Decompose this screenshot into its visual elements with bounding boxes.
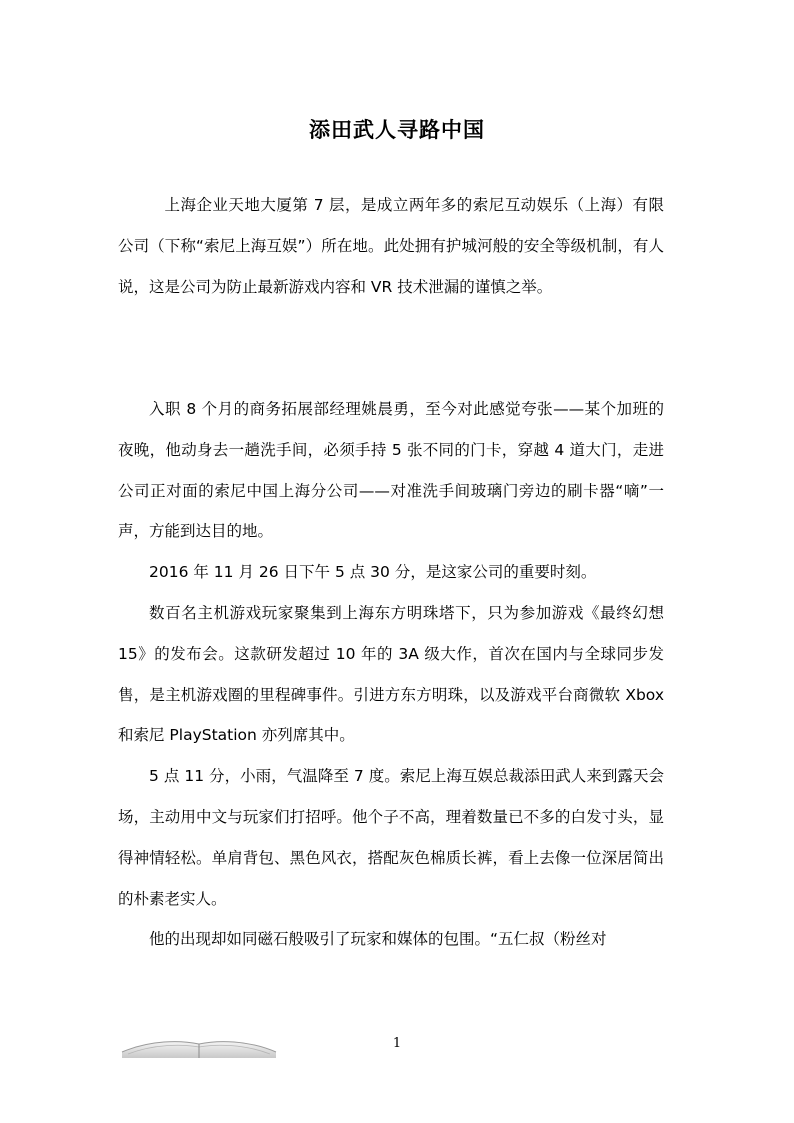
article-paragraph: 上海企业天地大厦第 7 层，是成立两年多的索尼互动娱乐（上海）有限公司（下称“索尼上海互娱”）所在地。此处拥有护城河般的安全等级机制，有人说，这是公司为防止最新游戏内容和 VR 技术泄漏的谨慎之举。 xyxy=(118,196,664,296)
article-paragraph: 数百名主机游戏玩家聚集到上海东方明珠塔下，只为参加游戏《最终幻想 15》的发布会。这款研发超过 10 年的 3A 级大作，首次在国内与全球同步发售，是主机游戏圈的里程碑事件。引进方东方明珠，以及游戏平台商微软 Xbox 和索尼 PlayStation 亦列席其中。 xyxy=(118,603,664,745)
article-paragraph: 5 点 11 分，小雨，气温降至 7 度。索尼上海互娱总裁添田武人来到露天会场，主动用中文与玩家们打招呼。他个子不高，理着数量已不多的白发寸头，显得神情轻松。单肩背包、黑色风衣，搭配灰色棉质长裤，看上去像一位深居简出的朴素老实人。 xyxy=(118,767,664,908)
article-paragraph: 入职 8 个月的商务拓展部经理姚晨勇，至今对此感觉夸张——某个加班的夜晚，他动身去一趟洗手间，必须手持 5 张不同的门卡，穿越 4 道大门，走进公司正对面的索尼中国上海分公司——对准洗手间玻璃门旁边的刷卡器“嘀”一声，方能到达目的地。 xyxy=(118,399,664,541)
article-body xyxy=(118,185,664,960)
article-paragraph: 他的出现却如同磁石般吸引了玩家和媒体的包围。“五仁叔（粉丝对 xyxy=(149,930,607,949)
page-title: 添田武人寻路中国 xyxy=(309,118,485,143)
open-book-icon xyxy=(120,1034,278,1058)
paragraph-gap xyxy=(118,307,664,389)
open-book-graphic xyxy=(120,1034,278,1058)
article-paragraph: 2016 年 11 月 26 日下午 5 点 30 分，是这家公司的重要时刻。 xyxy=(149,563,597,582)
page-number: 1 xyxy=(392,1036,402,1051)
